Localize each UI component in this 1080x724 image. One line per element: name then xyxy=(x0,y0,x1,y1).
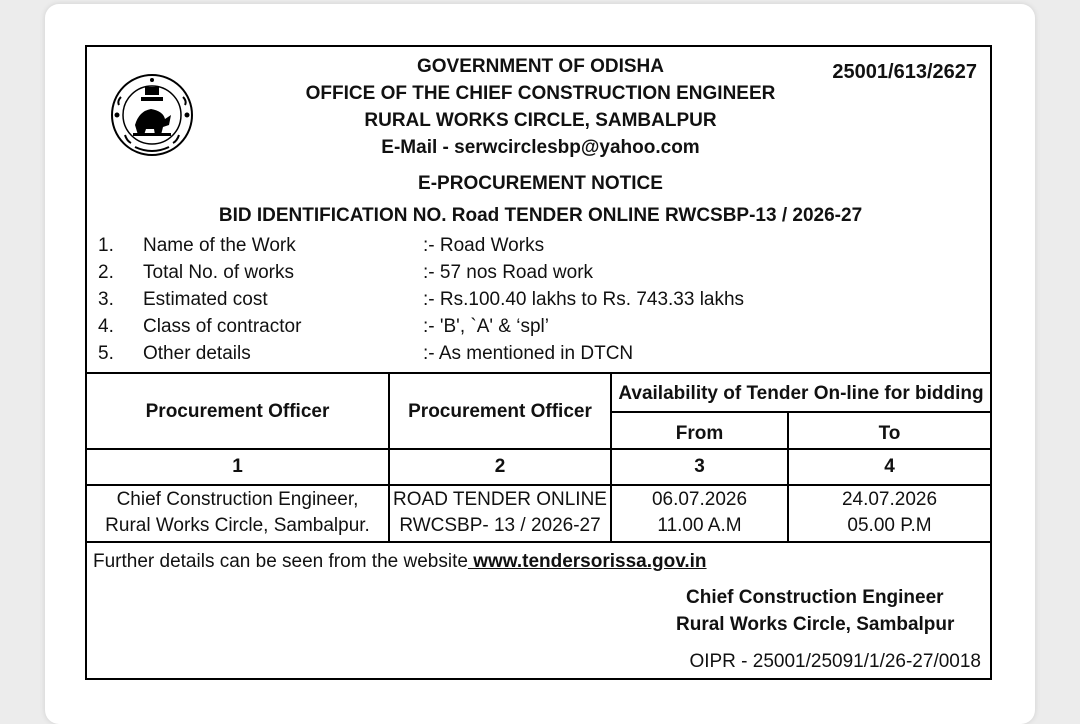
detail-value: :- 'B', `A' & ‘spl’ xyxy=(423,316,549,337)
col-number: 1 xyxy=(232,456,243,477)
detail-label: Total No. of works xyxy=(143,262,294,283)
further-details-text: Further details can be seen from the website xyxy=(93,551,468,572)
tender-notice xyxy=(85,45,992,680)
table-group-divider xyxy=(611,411,990,413)
detail-number: 2. xyxy=(98,262,114,283)
tender-id-line2: RWCSBP- 13 / 2026-27 xyxy=(399,515,601,536)
header-office: OFFICE OF THE CHIEF CONSTRUCTION ENGINEER xyxy=(305,83,776,104)
col-header-procurement-officer-2: Procurement Officer xyxy=(408,401,592,422)
table-number-row-bottom xyxy=(87,484,990,486)
detail-value: :- Road Works xyxy=(423,235,545,256)
col-header-procurement-officer: Procurement Officer xyxy=(145,401,330,422)
col-number: 3 xyxy=(694,456,705,477)
notice-title: E-PROCUREMENT NOTICE xyxy=(418,173,663,194)
to-time: 05.00 P.M xyxy=(847,515,932,536)
header-email: E-Mail - serwcirclesbp@yahoo.com xyxy=(381,137,700,158)
reference-number: 25001/613/2627 xyxy=(832,61,977,83)
detail-number: 5. xyxy=(98,343,114,364)
from-time: 11.00 A.M xyxy=(657,515,742,536)
header-circle: RURAL WORKS CIRCLE, SAMBALPUR xyxy=(364,110,717,131)
col-header-from: From xyxy=(675,423,724,444)
col-header-availability: Availability of Tender On-line for bidding xyxy=(618,383,984,404)
detail-value: :- 57 nos Road work xyxy=(423,262,594,283)
detail-label: Class of contractor xyxy=(143,316,302,337)
detail-number: 4. xyxy=(98,316,114,337)
bid-identification: BID IDENTIFICATION NO. Road TENDER ONLINE RWCSBP-13 / 2026-27 xyxy=(218,205,863,226)
officer-name: Chief Construction Engineer, xyxy=(116,489,359,510)
signatory-title: Chief Construction Engineer xyxy=(686,587,944,608)
col-header-to: To xyxy=(878,423,901,444)
website-link[interactable]: www.tendersorissa.gov.in xyxy=(467,551,707,572)
detail-number: 3. xyxy=(98,289,114,310)
col-number: 2 xyxy=(494,456,506,477)
officer-circle: Rural Works Circle, Sambalpur. xyxy=(105,515,370,536)
further-details xyxy=(93,551,707,573)
table-header-bottom xyxy=(87,448,990,450)
tender-id-line1: ROAD TENDER ONLINE xyxy=(393,489,607,510)
to-date: 24.07.2026 xyxy=(841,489,938,510)
detail-label: Estimated cost xyxy=(143,289,268,310)
detail-label: Other details xyxy=(143,343,251,364)
detail-value: :- Rs.100.40 lakhs to Rs. 743.33 lakhs xyxy=(423,289,745,310)
detail-value: :- As mentioned in DTCN xyxy=(423,343,634,364)
signatory-office: Rural Works Circle, Sambalpur xyxy=(676,614,955,635)
detail-number: 1. xyxy=(98,235,114,256)
col-number: 4 xyxy=(884,456,895,477)
table-bottom-border xyxy=(87,541,990,543)
oipr-number: OIPR - 25001/25091/1/26-27/0018 xyxy=(689,651,981,672)
detail-label: Name of the Work xyxy=(143,235,296,256)
from-date: 06.07.2026 xyxy=(651,489,748,510)
header-government: GOVERNMENT OF ODISHA xyxy=(416,56,664,77)
table-top-border xyxy=(87,372,990,374)
